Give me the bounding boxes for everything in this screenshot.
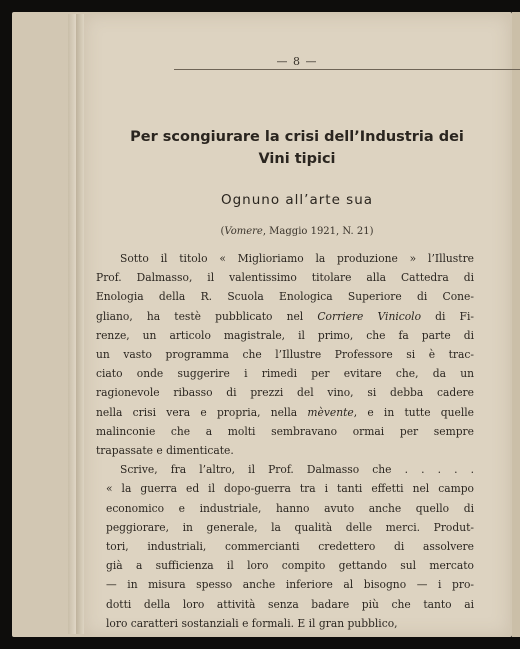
text-run: ragionevole ribasso di prezzi del vino, si debba cadere <box>96 386 474 400</box>
text-line <box>96 499 474 518</box>
text-line <box>96 307 474 326</box>
header-rule <box>174 69 520 70</box>
text-run: peggiorare, in generale, la qualità delle merci. Produt- <box>106 520 474 534</box>
source-open: ( <box>220 226 225 237</box>
text-run: , e in tutte quelle <box>353 405 474 419</box>
article-title <box>84 126 510 170</box>
text-line <box>96 326 474 345</box>
article-subtitle: Ognuno all’arte sua <box>220 192 374 208</box>
text-run: — in misura spesso anche inferiore al bisogno — i pro- <box>106 578 474 592</box>
text-run: ciato onde suggerire i rimedi per evitare che, da un <box>96 367 474 381</box>
text-run: economico e industriale, hanno avuto anche quello di <box>106 501 474 515</box>
text-line <box>96 364 474 383</box>
text-run: nella crisi vera e propria, nella <box>96 405 308 419</box>
article-title-line-1: Per scongiurare la crisi dell’Industria dei <box>130 129 464 145</box>
text-line <box>96 614 474 633</box>
text-run: renze, un articolo magistrale, il primo, che fa parte di <box>96 328 474 342</box>
article-body <box>96 249 474 633</box>
text-line <box>96 595 474 614</box>
text-run: già a sufficienza il loro compito gettando sul mercato <box>106 559 474 573</box>
text-run: un vasto programma che l’Illustre Professore si è trac- <box>96 348 474 362</box>
text-line <box>96 556 474 575</box>
article-title-line-2: Vini tipici <box>258 151 336 167</box>
text-run: Sotto il titolo « Miglioriamo la produzione » l’Illustre <box>120 252 474 265</box>
text-run: loro caratteri sostanziali e formali. E il gran pubblico, <box>106 616 398 630</box>
text-line <box>96 441 474 460</box>
text-run: tori, industriali, commercianti credettero di assolvere <box>106 540 474 554</box>
text-line <box>96 383 474 402</box>
text-line <box>96 287 474 306</box>
text-line <box>96 268 474 287</box>
paragraph <box>96 249 474 460</box>
text-line <box>96 575 474 594</box>
text-run: trapassate e dimenticate. <box>96 444 234 458</box>
text-run: « la guerra ed il dopo-guerra tra i tanti effetti nel campo <box>106 482 474 496</box>
text-line <box>96 345 474 364</box>
text-line <box>96 460 474 479</box>
text-run: Enologia della R. Scuola Enologica Superiore di Cone- <box>96 290 474 304</box>
page-stack-edge-inner <box>76 14 84 634</box>
text-run: Prof. Dalmasso, il valentissimo titolare alla Cattedra di <box>96 271 474 285</box>
text-line <box>96 249 474 268</box>
text-run: malinconie che a molti sembravano ormai per sempre <box>96 424 474 438</box>
source-publication: Vomere <box>224 226 263 237</box>
source-rest: , Maggio 1921, N. 21) <box>262 226 374 237</box>
text-line <box>96 537 474 556</box>
next-page-edge <box>512 12 520 637</box>
source-citation <box>84 226 510 237</box>
text-run: dotti della loro attività senza badare più che tanto ai <box>106 597 474 611</box>
page-number: — 8 — <box>276 55 318 68</box>
text-line <box>96 518 474 537</box>
italic-text: mèvente <box>307 405 354 419</box>
text-run: Scrive, fra l’altro, il Prof. Dalmasso che . . . . . <box>120 463 474 477</box>
text-run: gliano, ha testè pubblicato nel <box>96 309 318 323</box>
paragraph <box>96 460 474 633</box>
text-line <box>96 479 474 498</box>
text-line <box>96 403 474 422</box>
italic-text: Corriere Vinicolo <box>317 309 422 323</box>
text-line <box>96 422 474 441</box>
text-run: di Fi- <box>421 309 474 323</box>
